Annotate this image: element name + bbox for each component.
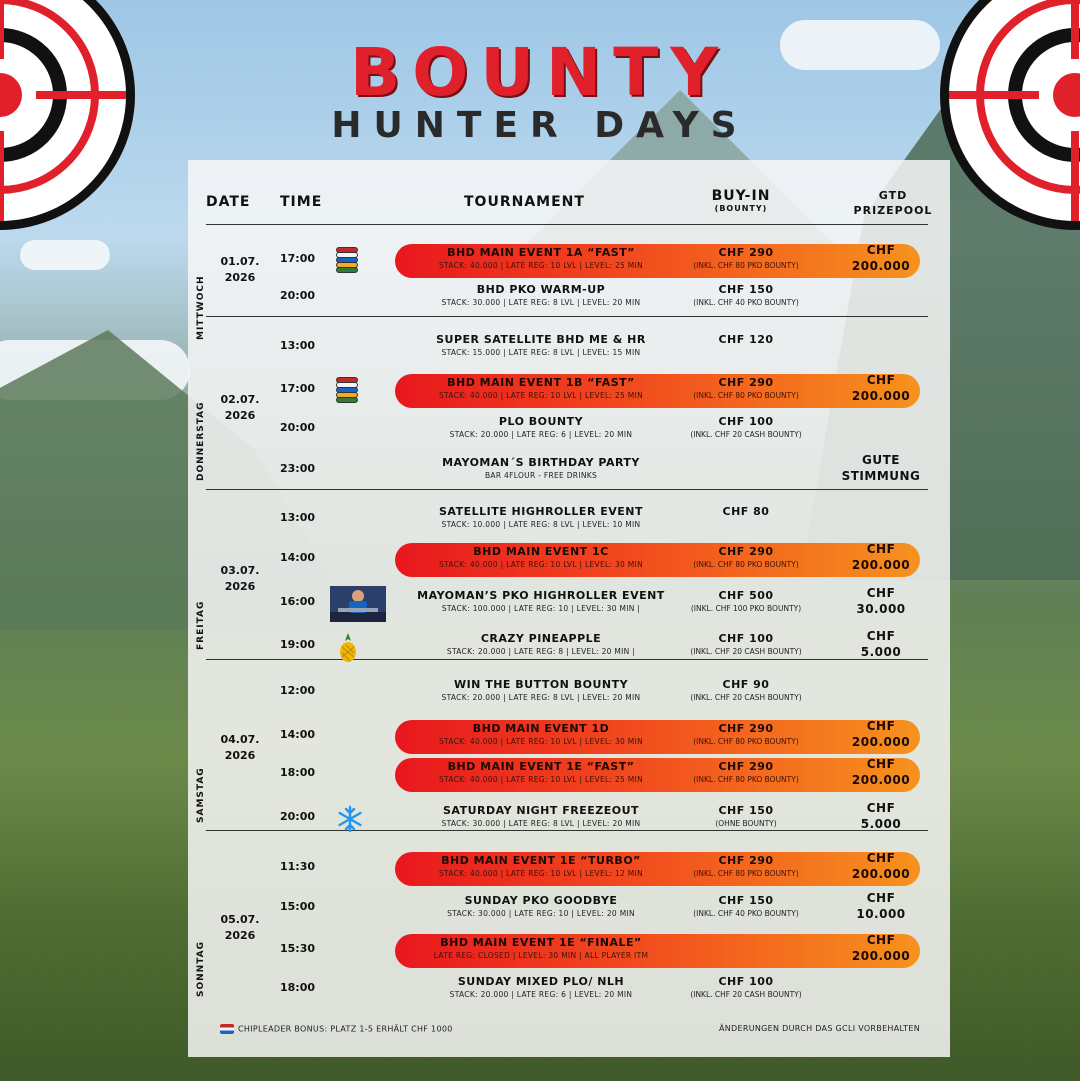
column-header-gtd xyxy=(848,188,938,218)
day-date-line2: 2026 xyxy=(224,929,256,942)
event-buyin: CHF 290 xyxy=(718,760,774,773)
event-buyin: CHF 150 xyxy=(718,804,774,817)
event-time: 20:00 xyxy=(280,810,316,823)
event-buyin-detail: (OHNE BOUNTY) xyxy=(715,819,777,828)
column-header-buyin xyxy=(706,188,776,213)
event-buyin-detail: (INKL. CHF 20 CASH BOUNTY) xyxy=(690,990,802,999)
event-buyin-detail: (INKL. CHF 80 PKO BOUNTY) xyxy=(693,560,799,569)
day-separator xyxy=(206,659,928,660)
chip xyxy=(336,397,358,403)
event-gtd-line1: CHF xyxy=(866,757,896,771)
event-time: 11:30 xyxy=(280,860,316,873)
day-date-line2: 2026 xyxy=(224,580,256,593)
event-time: 16:00 xyxy=(280,595,316,608)
event-buyin: CHF 290 xyxy=(718,376,774,389)
event-buyin-detail: (INKL. CHF 80 PKO BOUNTY) xyxy=(693,391,799,400)
day-date-line1: 05.07. xyxy=(220,913,260,926)
event-details: STACK: 100.000 | LATE REG: 10 | LEVEL: 30 MIN | xyxy=(441,604,641,613)
column-header-date: DATE xyxy=(206,194,251,210)
event-name: CRAZY PINEAPPLE xyxy=(480,632,602,645)
event-details: STACK: 20.000 | LATE REG: 6 | LEVEL: 20 MIN xyxy=(449,430,633,439)
event-gtd-line1: GUTE xyxy=(862,453,900,467)
event-buyin-detail: (INKL. CHF 20 CASH BOUNTY) xyxy=(690,693,802,702)
event-gtd-line2: 5.000 xyxy=(860,645,902,659)
event-gtd-prizepool xyxy=(836,890,926,922)
event-details: STACK: 40.000 | LATE REG: 10 LVL | LEVEL: 25 MIN xyxy=(438,775,644,784)
day-date xyxy=(218,732,262,764)
event-gtd-prizepool xyxy=(836,932,926,964)
event-time: 13:00 xyxy=(280,511,316,524)
event-time: 18:00 xyxy=(280,981,316,994)
event-buyin: CHF 100 xyxy=(718,975,774,988)
day-date-line1: 04.07. xyxy=(220,733,260,746)
event-name: BHD MAIN EVENT 1B “FAST” xyxy=(447,376,635,389)
event-buyin: CHF 150 xyxy=(718,283,774,296)
day-date-line1: 01.07. xyxy=(220,255,260,268)
event-buyin-detail: (INKL. CHF 20 CASH BOUNTY) xyxy=(690,647,802,656)
event-gtd-line2: 30.000 xyxy=(856,602,906,616)
event-buyin: CHF 100 xyxy=(718,415,774,428)
event-gtd-prizepool xyxy=(836,242,926,274)
event-details: BAR 4FLOUR - FREE DRINKS xyxy=(484,471,598,480)
event-time: 15:00 xyxy=(280,900,316,913)
day-date-line2: 2026 xyxy=(224,749,256,762)
chip xyxy=(336,267,358,273)
event-time: 19:00 xyxy=(280,638,316,651)
event-time: 23:00 xyxy=(280,462,316,475)
event-gtd-line2: 200.000 xyxy=(851,867,911,881)
event-details: STACK: 20.000 | LATE REG: 8 LVL | LEVEL: 20 MIN xyxy=(441,693,641,702)
column-header-gtd-line2: PRIZEPOOL xyxy=(853,204,933,217)
event-gtd-prizepool xyxy=(836,800,926,832)
event-details: STACK: 40.000 | LATE REG: 10 LVL | LEVEL: 25 MIN xyxy=(438,391,644,400)
event-buyin-detail: (INKL. CHF 80 PKO BOUNTY) xyxy=(693,261,799,270)
day-date-line1: 02.07. xyxy=(220,393,260,406)
event-buyin-detail: (INKL. CHF 80 PKO BOUNTY) xyxy=(693,737,799,746)
event-name: SATELLITE HIGHROLLER EVENT xyxy=(439,505,643,518)
event-time: 18:00 xyxy=(280,766,316,779)
weekday-label: SAMSTAG xyxy=(196,767,206,823)
event-buyin-detail: (INKL. CHF 80 PKO BOUNTY) xyxy=(693,869,799,878)
event-name: BHD MAIN EVENT 1D xyxy=(472,722,610,735)
column-header-tournament: TOURNAMENT xyxy=(464,194,585,210)
event-name: BHD MAIN EVENT 1A “FAST” xyxy=(447,246,635,259)
event-buyin: CHF 290 xyxy=(718,545,774,558)
event-buyin-detail: (INKL. CHF 100 PKO BOUNTY) xyxy=(690,604,802,613)
event-gtd-line1: CHF xyxy=(866,243,896,257)
event-gtd-line2: 200.000 xyxy=(851,735,911,749)
event-gtd-line2: 10.000 xyxy=(856,907,906,921)
event-buyin: CHF 290 xyxy=(718,722,774,735)
event-time: 17:00 xyxy=(280,252,316,265)
weekday-label: FREITAG xyxy=(196,600,206,650)
day-date-line2: 2026 xyxy=(224,271,256,284)
cloud xyxy=(20,240,110,270)
event-details: STACK: 40.000 | LATE REG: 10 LVL | LEVEL: 12 MIN xyxy=(438,869,644,878)
chipleader-bonus-note xyxy=(220,1024,453,1034)
event-details: STACK: 30.000 | LATE REG: 8 LVL | LEVEL: 20 MIN xyxy=(441,298,641,307)
event-name: BHD PKO WARM-UP xyxy=(476,283,606,296)
event-time: 13:00 xyxy=(280,339,316,352)
event-time: 17:00 xyxy=(280,382,316,395)
event-gtd-line2: 200.000 xyxy=(851,259,911,273)
day-separator xyxy=(206,489,928,490)
day-date xyxy=(218,392,262,424)
subtitle: HUNTER DAYS xyxy=(331,105,749,146)
event-name: MAYOMAN´S BIRTHDAY PARTY xyxy=(442,456,640,469)
event-gtd-line1: CHF xyxy=(866,542,896,556)
schedule-panel xyxy=(188,160,950,1057)
event-name: MAYOMAN’S PKO HIGHROLLER EVENT xyxy=(417,589,665,602)
day-date-line1: 03.07. xyxy=(220,564,260,577)
event-time: 12:00 xyxy=(280,684,316,697)
event-gtd-prizepool xyxy=(836,452,926,484)
day-date xyxy=(218,254,262,286)
event-gtd-line1: CHF xyxy=(866,891,896,905)
event-time: 20:00 xyxy=(280,289,316,302)
event-gtd-line2: STIMMUNG xyxy=(841,469,921,483)
weekday-label: MITTWOCH xyxy=(196,275,206,340)
event-time: 14:00 xyxy=(280,728,316,741)
event-buyin: CHF 100 xyxy=(718,632,774,645)
event-details: STACK: 40.000 | LATE REG: 10 LVL | LEVEL: 30 MIN xyxy=(438,560,644,569)
event-name: WIN THE BUTTON BOUNTY xyxy=(453,678,629,691)
day-separator xyxy=(206,830,928,831)
event-gtd-line2: 5.000 xyxy=(860,817,902,831)
chips-icon xyxy=(220,1024,234,1034)
poster-title-block xyxy=(0,34,1080,146)
column-header-buyin-sub: (BOUNTY) xyxy=(714,204,768,213)
pineapple-icon xyxy=(336,633,360,661)
event-gtd-line1: CHF xyxy=(866,719,896,733)
event-gtd-prizepool xyxy=(836,850,926,882)
chipleader-bonus-text: CHIPLEADER BONUS: PLATZ 1-5 ERHÄLT CHF 1000 xyxy=(238,1024,453,1034)
event-gtd-prizepool xyxy=(836,372,926,404)
event-details: STACK: 20.000 | LATE REG: 6 | LEVEL: 20 MIN xyxy=(449,990,633,999)
event-name: BHD MAIN EVENT 1E “TURBO” xyxy=(441,854,641,867)
event-gtd-prizepool xyxy=(836,541,926,573)
event-buyin: CHF 80 xyxy=(722,505,770,518)
event-buyin: CHF 500 xyxy=(718,589,774,602)
event-name: BHD MAIN EVENT 1E “FINALE” xyxy=(440,936,642,949)
weekday-label: DONNERSTAG xyxy=(196,401,206,481)
day-date xyxy=(218,912,262,944)
event-details: STACK: 40.000 | LATE REG: 10 LVL | LEVEL: 25 MIN xyxy=(438,261,644,270)
event-name: PLO BOUNTY xyxy=(498,415,584,428)
disclaimer: ÄNDERUNGEN DURCH DAS GCLI VORBEHALTEN xyxy=(718,1024,920,1033)
event-gtd-prizepool xyxy=(836,585,926,617)
event-details: STACK: 15.000 | LATE REG: 8 LVL | LEVEL: 15 MIN xyxy=(441,348,641,357)
day-date-line2: 2026 xyxy=(224,409,256,422)
event-gtd-line2: 200.000 xyxy=(851,773,911,787)
event-gtd-prizepool xyxy=(836,756,926,788)
event-details: STACK: 10.000 | LATE REG: 8 LVL | LEVEL: 10 MIN xyxy=(441,520,641,529)
event-buyin-detail: (INKL. CHF 20 CASH BOUNTY) xyxy=(690,430,802,439)
event-gtd-line1: CHF xyxy=(866,586,896,600)
event-gtd-line1: CHF xyxy=(866,851,896,865)
event-name: SATURDAY NIGHT FREEZEOUT xyxy=(442,804,640,817)
event-buyin: CHF 90 xyxy=(722,678,770,691)
event-details: STACK: 30.000 | LATE REG: 8 LVL | LEVEL: 20 MIN xyxy=(441,819,641,828)
chips-icon xyxy=(336,377,360,405)
event-time: 15:30 xyxy=(280,942,316,955)
event-details: STACK: 30.000 | LATE REG: 10 | LEVEL: 20 MIN xyxy=(447,909,635,918)
event-gtd-line1: CHF xyxy=(866,801,896,815)
event-name: SUNDAY MIXED PLO/ NLH xyxy=(457,975,625,988)
event-time: 20:00 xyxy=(280,421,316,434)
weekday-label: SONNTAG xyxy=(196,941,206,997)
event-name: SUNDAY PKO GOODBYE xyxy=(464,894,618,907)
column-header-time: TIME xyxy=(280,194,323,210)
event-gtd-line1: CHF xyxy=(866,933,896,947)
event-details: STACK: 20.000 | LATE REG: 8 | LEVEL: 20 MIN | xyxy=(446,647,636,656)
event-buyin: CHF 150 xyxy=(718,894,774,907)
chips-icon xyxy=(336,247,360,275)
title: BOUNTY xyxy=(349,34,731,111)
event-name: BHD MAIN EVENT 1E “FAST” xyxy=(447,760,635,773)
event-gtd-line1: CHF xyxy=(866,629,896,643)
event-gtd-line1: CHF xyxy=(866,373,896,387)
event-gtd-line2: 200.000 xyxy=(851,949,911,963)
event-buyin: CHF 290 xyxy=(718,854,774,867)
event-gtd-prizepool xyxy=(836,628,926,660)
event-name: SUPER SATELLITE BHD ME & HR xyxy=(436,333,646,346)
event-buyin: CHF 120 xyxy=(718,333,774,346)
event-details: STACK: 40.000 | LATE REG: 10 LVL | LEVEL: 30 MIN xyxy=(438,737,644,746)
snowflake-icon xyxy=(336,805,360,833)
event-buyin: CHF 290 xyxy=(718,246,774,259)
player-photo xyxy=(330,586,386,622)
event-buyin-detail: (INKL. CHF 80 PKO BOUNTY) xyxy=(693,775,799,784)
header-separator xyxy=(206,224,928,225)
event-gtd-prizepool xyxy=(836,718,926,750)
event-time: 14:00 xyxy=(280,551,316,564)
day-date xyxy=(218,563,262,595)
event-buyin-detail: (INKL. CHF 40 PKO BOUNTY) xyxy=(693,909,799,918)
event-details: LATE REG: CLOSED | LEVEL: 30 MIN | ALL PLAYER ITM xyxy=(433,951,649,960)
event-gtd-line2: 200.000 xyxy=(851,389,911,403)
event-buyin-detail: (INKL. CHF 40 PKO BOUNTY) xyxy=(693,298,799,307)
event-gtd-line2: 200.000 xyxy=(851,558,911,572)
column-header-buyin-label: BUY-IN xyxy=(711,188,771,204)
column-header-gtd-line1: GTD xyxy=(878,189,908,202)
day-separator xyxy=(206,316,928,317)
event-name: BHD MAIN EVENT 1C xyxy=(473,545,609,558)
